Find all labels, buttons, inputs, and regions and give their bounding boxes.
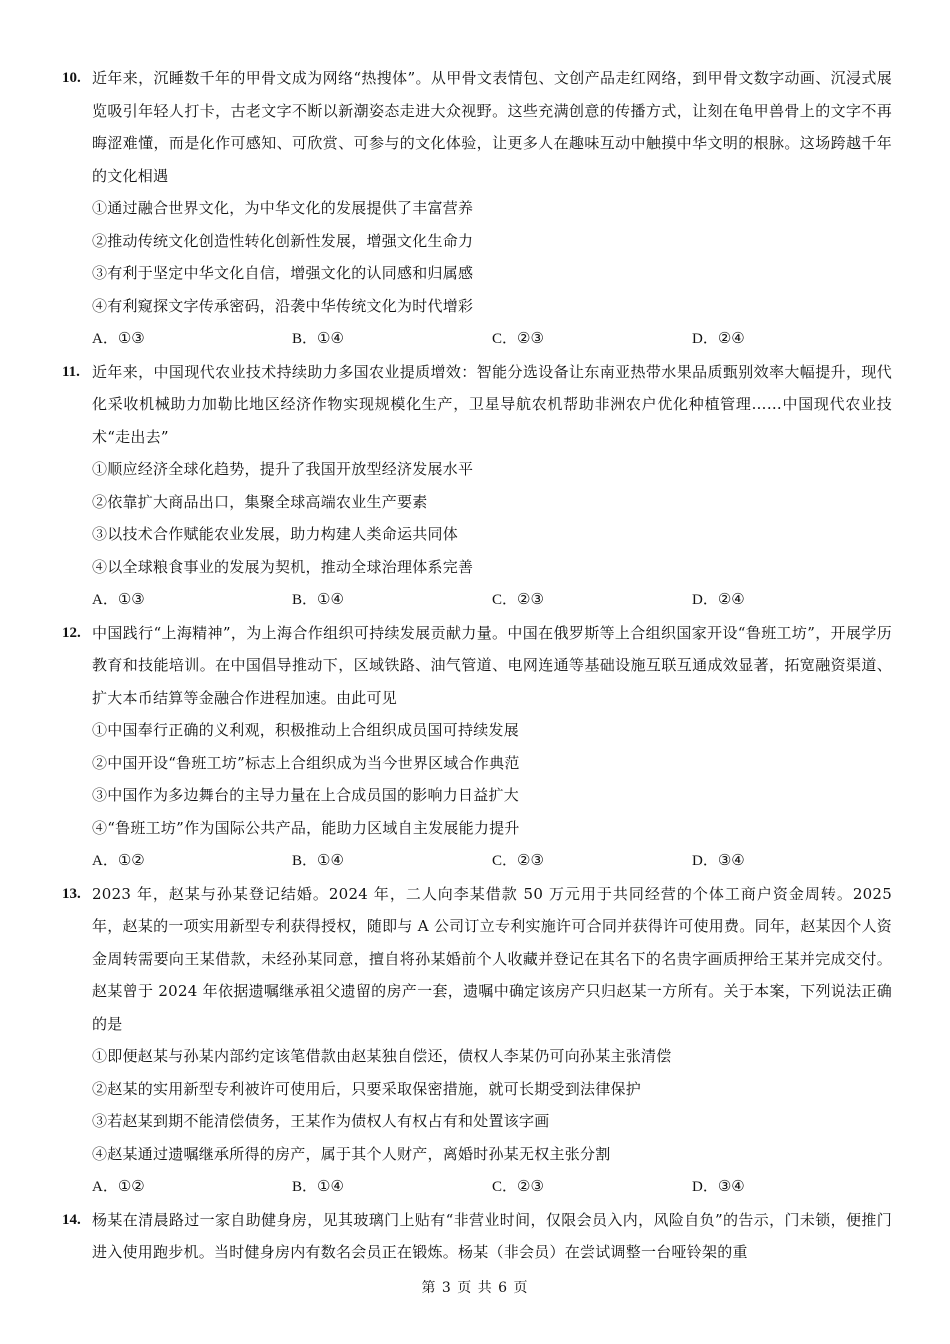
choice-text: ②④ (717, 590, 745, 608)
question-12 (62, 617, 892, 878)
choice-letter: D． (692, 331, 718, 347)
answer-choice-b[interactable] (292, 844, 492, 878)
choice-text: ②③ (517, 851, 544, 869)
choice-letter: C． (492, 592, 518, 608)
answer-choice-b[interactable] (292, 583, 492, 617)
answer-choices (92, 583, 892, 617)
question-stem: 中国践行“上海精神”，为上海合作组织可持续发展贡献力量。中国在俄罗斯等上合组织国家开设“鲁班工坊”，开展学历教育和技能培训。在中国倡导推动下，区域铁路、油气管道、电网连通等基础设施互联互通成效显著，拓宽融资渠道、扩大本币结算等金融合作进程加速。由此可见 (92, 623, 892, 707)
choice-text: ①③ (117, 329, 145, 347)
question-number: 13. (62, 885, 81, 902)
answer-choice-d[interactable] (692, 322, 892, 356)
choice-text: ①② (117, 851, 145, 869)
answer-choice-c[interactable] (492, 322, 692, 356)
choice-letter: B． (292, 1179, 318, 1195)
question-number: 10. (62, 70, 81, 86)
choice-text: ③④ (717, 1177, 745, 1195)
choice-text: ①④ (317, 851, 344, 869)
statement-option: ②赵某的实用新型专利被许可使用后，只要采取保密措施，就可长期受到法律保护 (92, 1079, 642, 1098)
statement-option: ①中国奉行正确的义利观，积极推动上合组织成员国可持续发展 (92, 721, 520, 739)
statement-option: ②中国开设“鲁班工坊”标志上合组织成为当今世界区域合作典范 (92, 753, 520, 772)
choice-text: ②③ (517, 590, 544, 608)
answer-choices (92, 322, 892, 356)
statement-option: ②依靠扩大商品出口，集聚全球高端农业生产要素 (92, 492, 428, 511)
choice-text: ①④ (317, 590, 344, 608)
choice-letter: D． (692, 592, 718, 608)
statement-option: ④以全球粮食事业的发展为契机，推动全球治理体系完善 (92, 557, 474, 576)
choice-letter: B． (292, 331, 318, 347)
answer-choice-d[interactable] (692, 844, 892, 878)
statement-option: ③有利于坚定中华文化自信，增强文化的认同感和归属感 (92, 264, 474, 282)
question-11 (62, 356, 892, 617)
question-stem: 近年来，沉睡数千年的甲骨文成为网络“热搜体”。从甲骨文表情包、文创产品走红网络，到甲骨文数字动画、沉浸式展览吸引年轻人打卡，古老文字不断以新潮姿态走进大众视野。这些充满创意的传播方式，让刻在龟甲兽骨上的文字不再晦涩难懂，而是化作可感知、可欣赏、可参与的文化体验，让更多人在趣味互动中触摸中华文明的根脉。这场跨越千年的文化相遇 (92, 69, 892, 185)
question-number: 14. (62, 1211, 81, 1228)
answer-choice-a[interactable] (92, 322, 292, 356)
answer-choice-c[interactable] (492, 844, 692, 878)
choice-letter: D． (692, 853, 718, 869)
choice-text: ②③ (517, 329, 544, 347)
choice-text: ②④ (717, 329, 745, 347)
statement-option: ①通过融合世界文化，为中华文化的发展提供了丰富营养 (92, 199, 474, 217)
choice-letter: C． (492, 331, 518, 347)
answer-choice-d[interactable] (692, 583, 892, 617)
question-14 (62, 1204, 892, 1269)
statement-option: ①顺应经济全球化趋势，提升了我国开放型经济发展水平 (92, 460, 474, 478)
answer-choice-b[interactable] (292, 1170, 492, 1204)
choice-text: ②③ (517, 1177, 544, 1195)
choice-letter: A． (92, 853, 118, 869)
answer-choice-b[interactable] (292, 322, 492, 356)
answer-choices (92, 1170, 892, 1204)
choice-letter: A． (92, 331, 118, 347)
page-footer: 第 3 页 共 6 页 (421, 1280, 529, 1296)
choice-letter: B． (292, 592, 318, 608)
question-stem: 2023 年，赵某与孙某登记结婚。2024 年，二人向李某借款 50 万元用于共同经营的个体工商户资金周转。2025 年，赵某的一项实用新型专利获得授权，随即与 A 公司订立专利实施许可合同并获得许可使用费。同年，赵某因个人资金周转需要向王某借款，未经孙某同意，擅自将孙某婚前个人收藏并登记在其名下的名贵字画质押给王某并完成交付。赵某曾于 2024 年依据遗嘱继承祖父遗留的房产一套，遗嘱中确定该房产只归赵某一方所有。关于本案，下列说法正确的是 (92, 884, 892, 1033)
statement-option: ③中国作为多边舞台的主导力量在上合成员国的影响力日益扩大 (92, 786, 520, 804)
question-list (62, 62, 892, 1269)
choice-letter: C． (492, 1179, 518, 1195)
statement-option: ②推动传统文化创造性转化创新性发展，增强文化生命力 (92, 231, 474, 250)
choice-letter: C． (492, 853, 518, 869)
answer-choice-d[interactable] (692, 1170, 892, 1204)
answer-choice-a[interactable] (92, 844, 292, 878)
statement-option: ③若赵某到期不能清偿债务，王某作为债权人有权占有和处置该字画 (92, 1112, 550, 1130)
answer-choice-a[interactable] (92, 583, 292, 617)
statement-option: ④“鲁班工坊”作为国际公共产品，能助力区域自主发展能力提升 (92, 818, 520, 837)
statement-option: ④有利窥探文字传承密码，沿袭中华传统文化为时代增彩 (92, 296, 474, 315)
choice-text: ①② (117, 1177, 145, 1195)
question-10 (62, 62, 892, 356)
answer-choice-c[interactable] (492, 583, 692, 617)
question-stem: 近年来，中国现代农业技术持续助力多国农业提质增效：智能分选设备让东南亚热带水果品质甄别效率大幅提升，现代化采收机械助力加勒比地区经济作物实现规模化生产，卫星导航农机帮助非洲农户优化种植管理……中国现代农业技术“走出去” (92, 362, 892, 446)
choice-text: ①④ (317, 329, 344, 347)
question-number: 11. (62, 363, 80, 380)
choice-letter: A． (92, 592, 118, 608)
question-stem: 杨某在清晨路过一家自助健身房，见其玻璃门上贴有“非营业时间，仅限会员入内，风险自负”的告示，门未锁，便推门进入使用跑步机。当时健身房内有数名会员正在锻炼。杨某（非会员）在尝试调整一台哑铃架的重 (92, 1210, 892, 1261)
statement-option: ④赵某通过遗嘱继承所得的房产，属于其个人财产，离婚时孙某无权主张分割 (92, 1144, 611, 1163)
statement-option: ③以技术合作赋能农业发展，助力构建人类命运共同体 (92, 525, 459, 543)
choice-text: ①③ (117, 590, 145, 608)
answer-choice-a[interactable] (92, 1170, 292, 1204)
answer-choice-c[interactable] (492, 1170, 692, 1204)
choice-letter: B． (292, 853, 318, 869)
answer-choices (92, 844, 892, 878)
choice-text: ①④ (317, 1177, 344, 1195)
statement-option: ①即便赵某与孙某内部约定该笔借款由赵某独自偿还，债权人李某仍可向孙某主张清偿 (92, 1047, 672, 1065)
choice-letter: D． (692, 1179, 718, 1195)
question-number: 12. (62, 624, 81, 641)
question-13 (62, 878, 892, 1204)
choice-text: ③④ (717, 851, 745, 869)
choice-letter: A． (92, 1179, 118, 1195)
